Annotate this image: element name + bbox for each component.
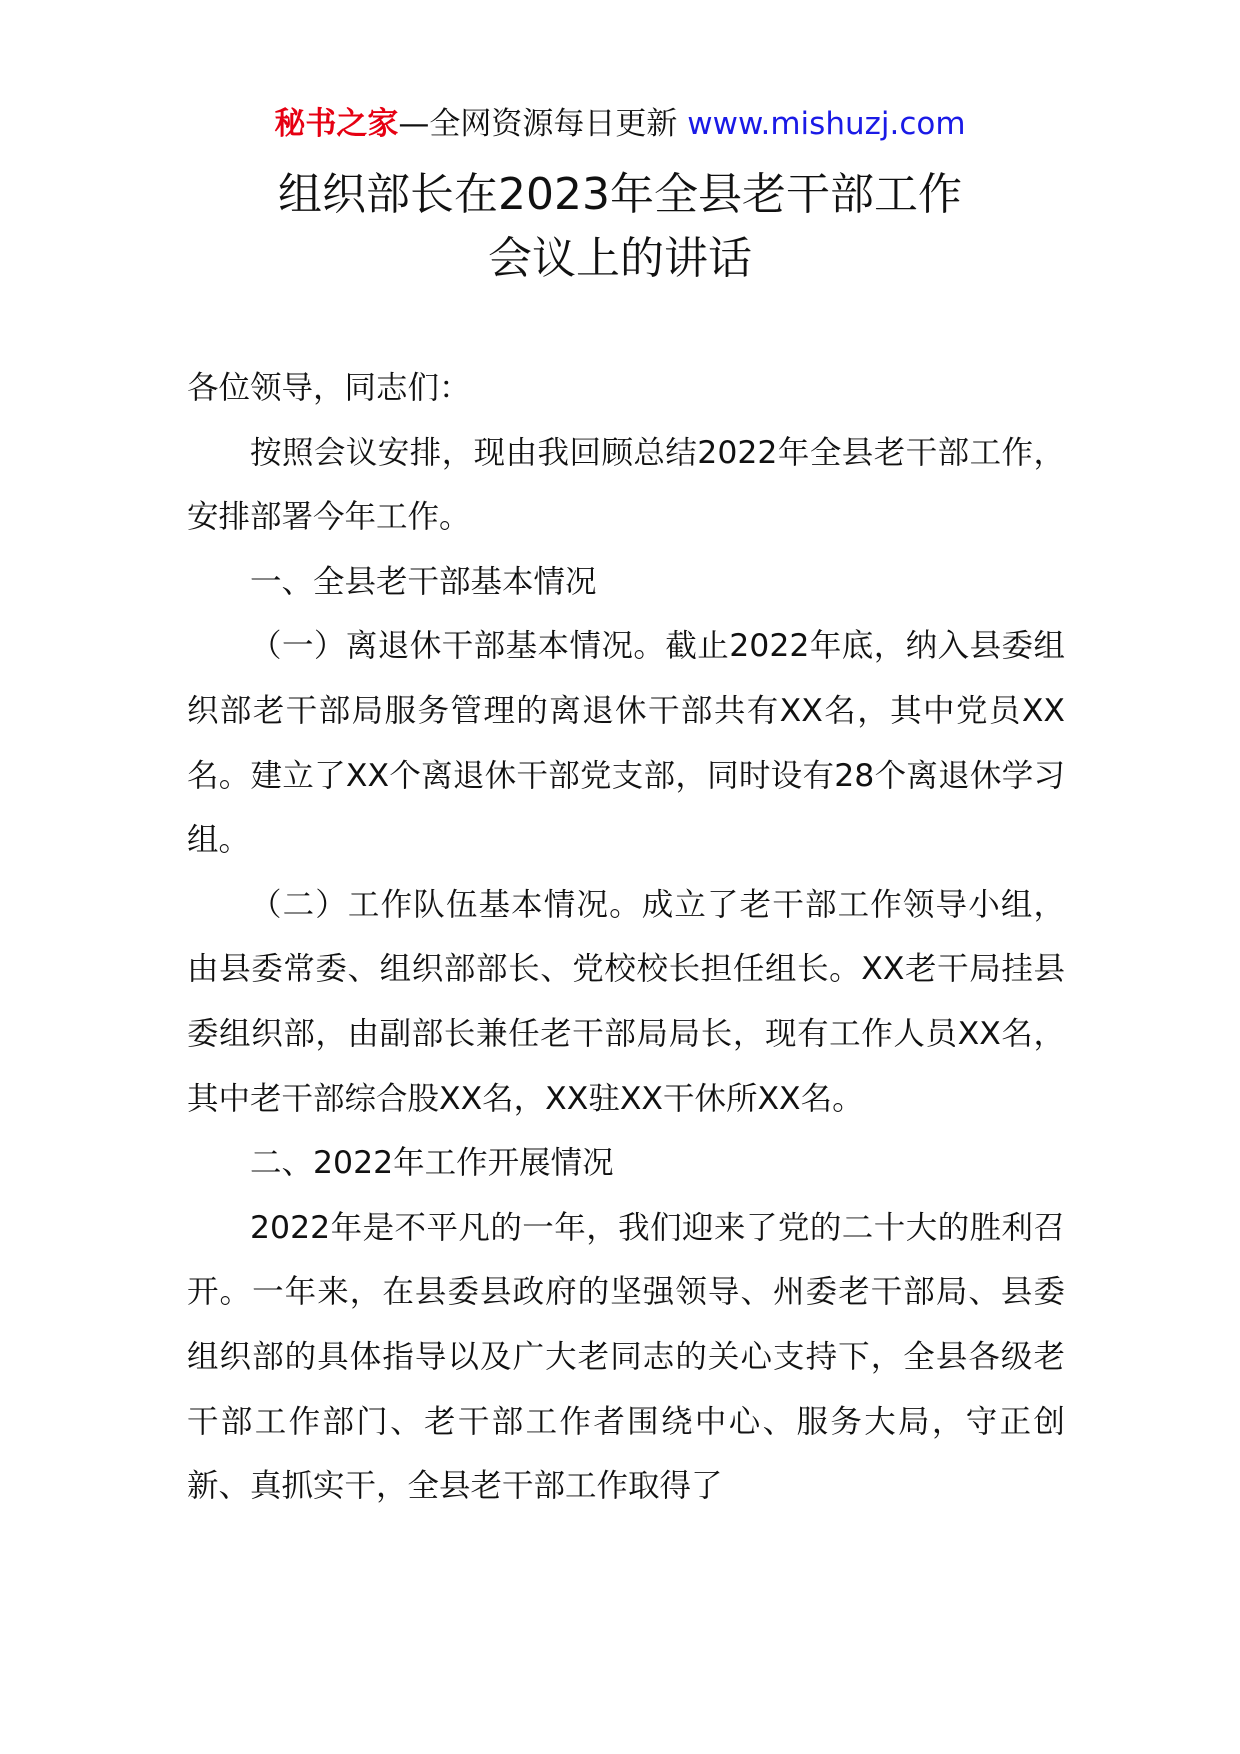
salutation: 各位领导，同志们：: [187, 370, 471, 406]
title-line-1: 组织部长在2023年全县老干部工作: [278, 169, 962, 220]
watermark-header: [0, 104, 1240, 144]
section-heading: 一、全县老干部基本情况: [250, 563, 597, 600]
body-paragraph: 按照会议安排，现由我回顾总结2022年全县老干部工作，安排部署今年工作。: [187, 434, 1065, 536]
title-line-2: 会议上的讲话: [488, 233, 752, 284]
watermark-brand: 秘书之家: [274, 106, 399, 142]
body-paragraph: （一）离退休干部基本情况。截止2022年底，纳入县委组织部老干部局服务管理的离退休干部共有XX名，其中党员XX名。建立了XX个离退休干部党支部，同时设有28个离退休学习组。: [187, 628, 1065, 859]
section-heading: 二、2022年工作开展情况: [250, 1145, 614, 1182]
document-body: [187, 356, 1065, 1519]
document-title: [0, 163, 1240, 291]
watermark-url-link[interactable]: www.mishuzj.com: [687, 106, 966, 142]
body-paragraph: 2022年是不平凡的一年，我们迎来了党的二十大的胜利召开。一年来，在县委县政府的坚强领导、州委老干部局、县委组织部的具体指导以及广大老同志的关心支持下，全县各级老干部工作部门、老干部工作者围绕中心、服务大局，守正创新、真抓实干，全县老干部工作取得了: [187, 1209, 1065, 1505]
body-paragraph: （二）工作队伍基本情况。成立了老干部工作领导小组，由县委常委、组织部部长、党校校长担任组长。XX老干局挂县委组织部，由副部长兼任老干部局局长，现有工作人员XX名，其中老干部综合股XX名，XX驻XX干休所XX名。: [187, 886, 1065, 1117]
watermark-tagline: —全网资源每日更新: [398, 106, 688, 142]
